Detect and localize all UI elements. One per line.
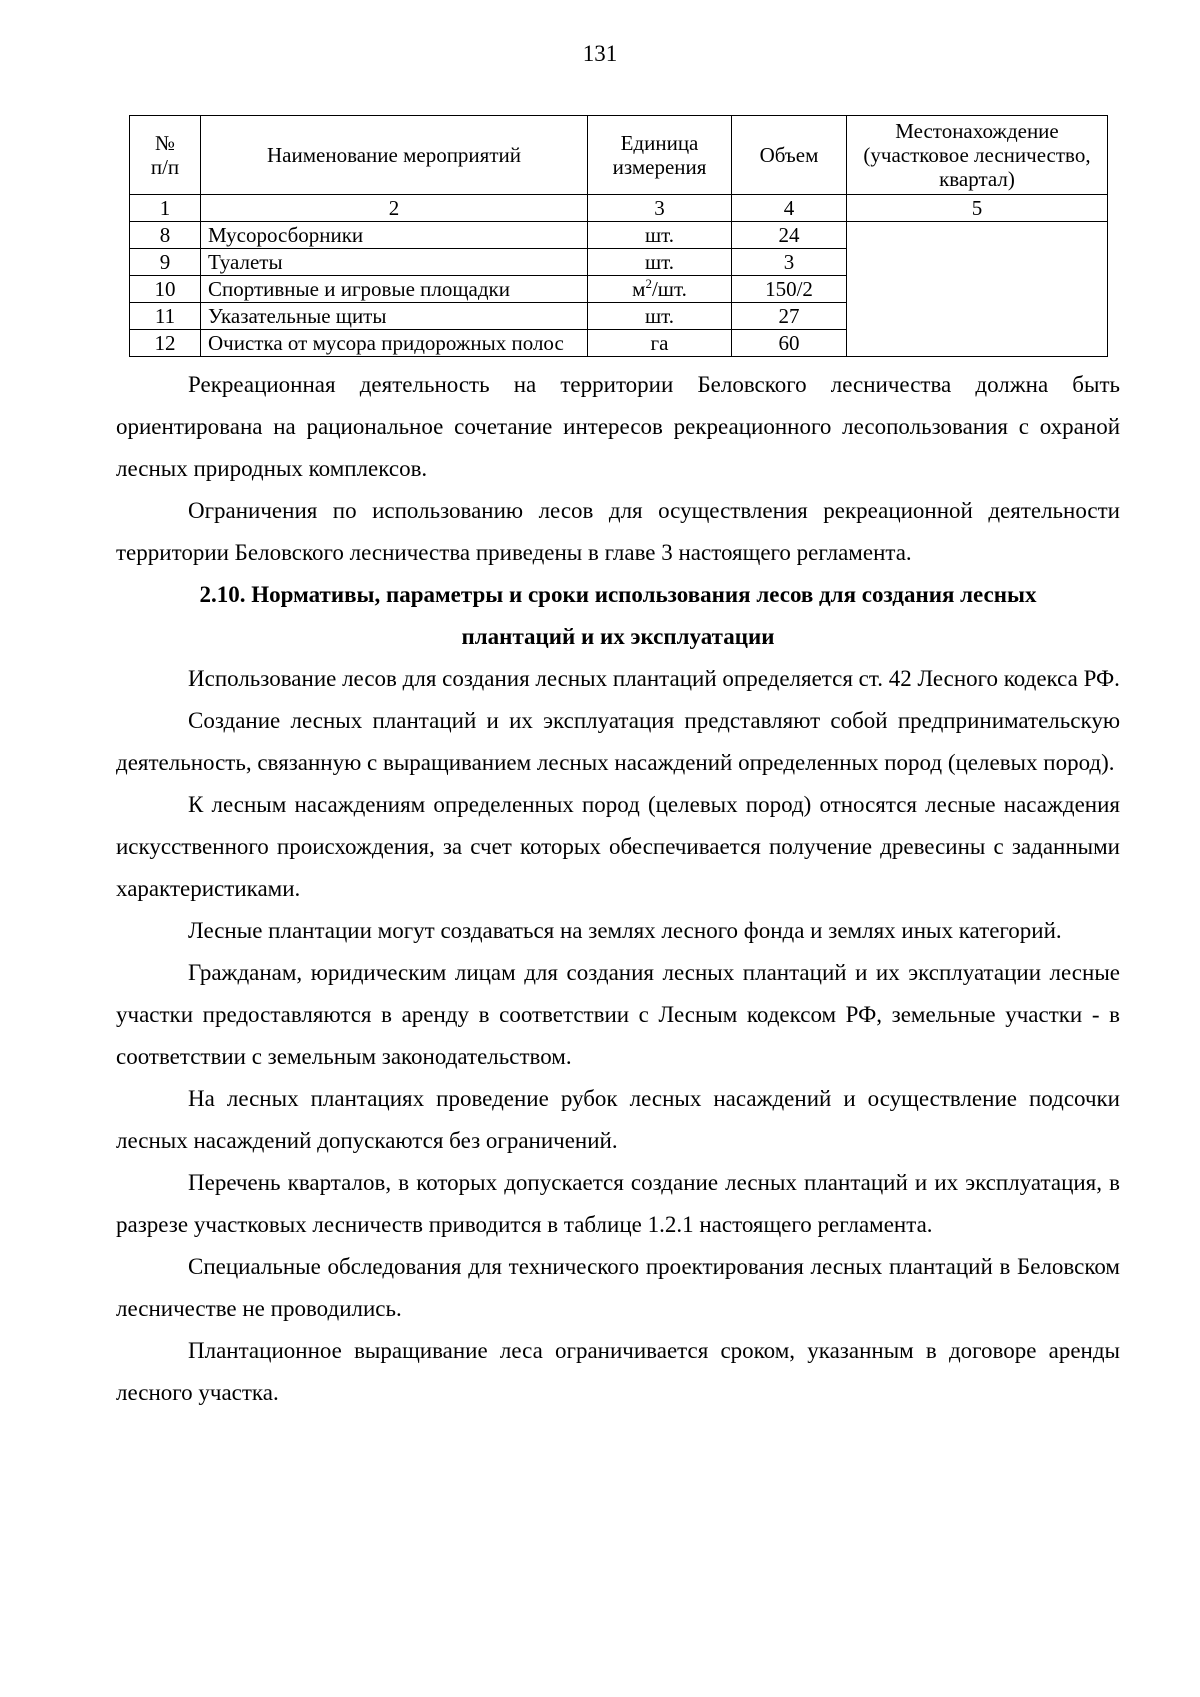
header-location-line-2: (участковое лесничество, [863,143,1091,167]
header-unit-line-1: Единица [620,131,699,155]
row-name: Спортивные и игровые площадки [201,276,588,303]
page-number: 131 [582,41,618,66]
row-unit: шт. [588,249,732,276]
row-unit [588,276,732,303]
paragraph: К лесным насаждениям определенных пород (целевых пород) относятся лесные насаждения искусственного происхождения, за счет которых обеспечивается получение древесины с заданными характеристиками. [116,792,1120,901]
paragraph: Использование лесов для создания лесных плантаций определяется ст. 42 Лесного кодекса РФ. [188,666,1120,691]
row-num: 8 [130,222,201,249]
unit-superscript: 2 [645,275,652,291]
row-volume: 27 [732,303,847,330]
paragraph: Создание лесных плантаций и их эксплуатация представляют собой предпринимательскую деятельность, связанную с выращиванием лесных насаждений определенных пород (целевых пород). [116,708,1120,775]
header-unit-line-2: измерения [612,155,707,179]
row-volume: 60 [732,330,847,357]
header-volume: Объем [732,116,847,195]
paragraph: Рекреационная деятельность на территории Беловского лесничества должна быть ориентирована на рациональное сочетание интересов рекреационного лесопользования с охраной лесных природных комплексов. [116,372,1120,481]
column-number-row [130,195,1108,222]
row-num: 10 [130,276,201,303]
table-header-row [130,116,1108,195]
paragraph: Специальные обследования для технического проектирования лесных плантаций в Беловском лесничестве не проводились. [116,1254,1120,1321]
row-num: 12 [130,330,201,357]
body-text [116,364,1120,1414]
header-unit [588,116,732,195]
row-name: Мусоросборники [201,222,588,249]
row-name: Туалеты [201,249,588,276]
row-num: 9 [130,249,201,276]
row-num: 11 [130,303,201,330]
row-volume: 150/2 [732,276,847,303]
header-num [130,116,201,195]
column-number: 3 [588,195,732,222]
paragraph: Лесные плантации могут создаваться на землях лесного фонда и землях иных категорий. [188,918,1062,943]
unit-rest: /шт. [651,276,687,301]
section-heading: 2.10. Нормативы, параметры и сроки использования лесов для создания лесных плантаций и их эксплуатации [199,582,1037,649]
header-num-line-1: № [154,131,176,155]
row-unit: шт. [588,303,732,330]
unit-base: м [632,276,646,301]
paragraph: Ограничения по использованию лесов для осуществления рекреационной деятельности территории Беловского лесничества приведены в главе 3 настоящего регламента. [116,498,1120,565]
activities-table [129,115,1108,357]
row-volume: 3 [732,249,847,276]
header-name: Наименование мероприятий [201,116,588,195]
column-number: 4 [732,195,847,222]
row-location [847,222,1108,357]
row-name: Указательные щиты [201,303,588,330]
row-volume: 24 [732,222,847,249]
column-number: 2 [201,195,588,222]
column-number: 5 [847,195,1108,222]
paragraph: Перечень кварталов, в которых допускается создание лесных плантаций и их эксплуатация, в разрезе участковых лесничеств приводится в таблице 1.2.1 настоящего регламента. [116,1170,1120,1237]
header-location [847,116,1108,195]
row-name: Очистка от мусора придорожных полос [201,330,588,357]
header-location-line-1: Местонахождение [895,119,1059,143]
header-location-line-3: квартал) [939,167,1015,191]
row-unit: га [588,330,732,357]
paragraph: Гражданам, юридическим лицам для создания лесных плантаций и их эксплуатации лесные участки предоставляются в аренду в соответствии с Лесным кодексом РФ, земельные участки - в соответствии с земельным законодательством. [116,960,1120,1069]
paragraph: На лесных плантациях проведение рубок лесных насаждений и осуществление подсочки лесных насаждений допускаются без ограничений. [116,1086,1120,1153]
row-unit: шт. [588,222,732,249]
table-row [130,222,1108,249]
paragraph: Плантационное выращивание леса ограничивается сроком, указанным в договоре аренды лесного участка. [116,1338,1120,1405]
column-number: 1 [130,195,201,222]
header-num-line-2: п/п [150,155,180,179]
